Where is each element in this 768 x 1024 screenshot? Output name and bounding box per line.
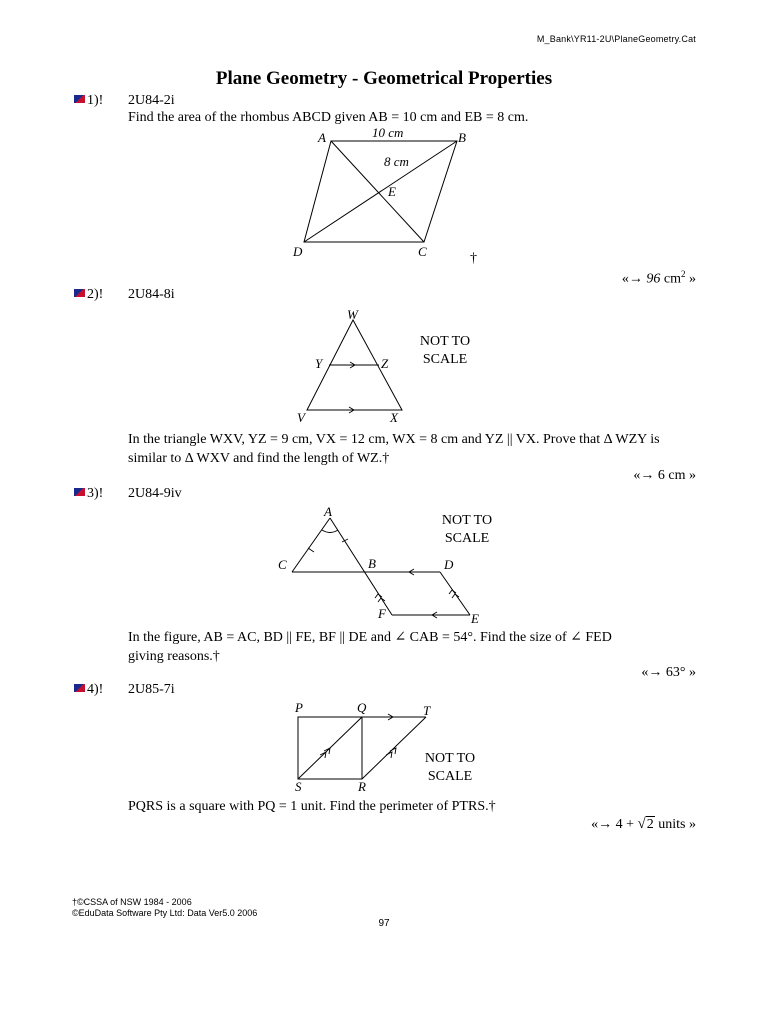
not-to-scale-note: NOT TO SCALE — [424, 751, 476, 784]
question-2-number: 2)! — [74, 287, 103, 303]
vertex-label-b: B — [368, 556, 376, 571]
question-1-text: Find the area of the rhombus ABCD given AB = 10 cm and EB = 8 cm. — [128, 110, 529, 125]
vertex-label-a: A — [324, 504, 332, 519]
question-4-number: 4)! — [74, 682, 103, 698]
vertex-label-r: R — [358, 779, 366, 794]
not-to-scale-note: NOT TO SCALE — [419, 334, 471, 367]
question-2-text: In the triangle WXV, YZ = 9 cm, VX = 12 cm, WX = 8 cm and YZ || VX. Prove that Δ WZY is similar to Δ WXV and find the length of WZ.† — [128, 432, 660, 466]
vertex-label-a: A — [318, 130, 326, 145]
vertex-label-q: Q — [357, 700, 367, 715]
page-title: Plane Geometry - Geometrical Properties — [215, 68, 553, 89]
page-number: 97 — [378, 918, 390, 929]
question-3-number: 3)! — [74, 486, 103, 502]
vertex-label-d: D — [444, 557, 454, 572]
question-4-answer: «→ 4 + √2 units » — [591, 816, 696, 832]
question-1-code: 2U84-2i — [128, 93, 175, 108]
question-4-text: PQRS is a square with PQ = 1 unit. Find the perimeter of PTRS.† — [128, 799, 496, 814]
question-1-number: 1)! — [74, 93, 103, 109]
point-label-z: Z — [381, 356, 389, 371]
question-2-answer: «→ 6 cm » — [633, 468, 696, 483]
vertex-label-s: S — [295, 779, 302, 794]
vertex-label-e: E — [471, 611, 479, 626]
vertex-label-c: C — [418, 244, 427, 259]
not-to-scale-note: NOT TO SCALE — [441, 513, 493, 546]
vertex-label-w: W — [347, 307, 358, 322]
point-label-e: E — [388, 184, 396, 199]
vertex-label-f: F — [378, 606, 386, 621]
question-1-answer: «→ 96 $cm^2$ » — [621, 269, 696, 287]
question-3-code: 2U84-9iv — [128, 486, 182, 501]
question-3-text: In the figure, AB = AC, BD || FE, BF || DE and ∠ CAB = 54°. Find the size of ∠ FED giving reasons.† — [128, 630, 612, 664]
point-label-y: Y — [315, 356, 323, 371]
dagger-mark: † — [470, 251, 477, 266]
vertex-label-p: P — [295, 700, 303, 715]
file-path-header: M_Bank\YR11-2U\PlaneGeometry.Cat — [536, 34, 696, 44]
vertex-label-v: V — [297, 410, 305, 425]
vertex-label-t: T — [423, 703, 431, 718]
vertex-label-c: C — [278, 557, 287, 572]
side-length-ab: 10 cm — [372, 125, 404, 140]
vertex-label-x: X — [390, 410, 398, 425]
vertex-label-d: D — [293, 244, 303, 259]
copyright-footer: †©CSSA of NSW 1984 - 2006 ©EduData Software Pty Ltd: Data Ver5.0 2006 — [72, 897, 258, 918]
question-3-answer: «→ 63° » — [641, 665, 696, 680]
question-2-code: 2U84-8i — [128, 287, 175, 302]
vertex-label-b: B — [458, 130, 466, 145]
question-4-code: 2U85-7i — [128, 682, 175, 697]
length-eb: 8 cm — [384, 154, 409, 169]
